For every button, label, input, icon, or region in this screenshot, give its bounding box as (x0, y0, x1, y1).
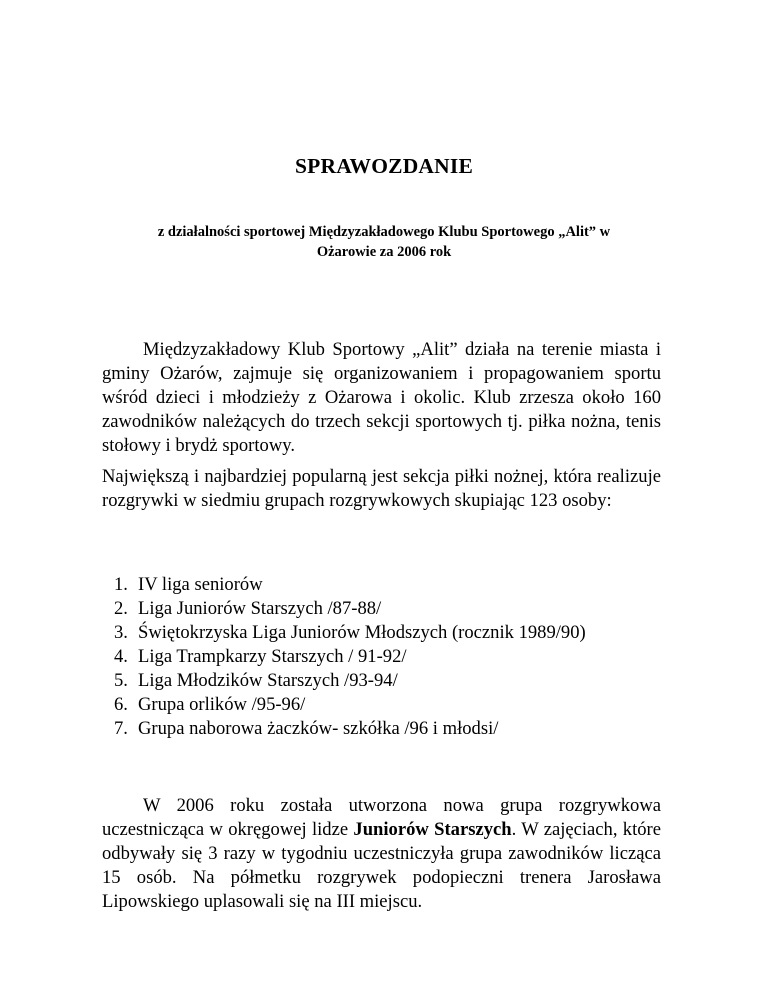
list-item (102, 597, 586, 621)
page-title: SPRAWOZDANIE (294, 154, 473, 178)
list-item-text: Liga Trampkarzy Starszych / 91-92/ (138, 646, 407, 667)
subtitle-line-2: Ożarowie za 2006 rok (316, 244, 452, 260)
list-item-number: 2. (114, 598, 128, 619)
list-item-number: 4. (114, 646, 128, 667)
paragraph3-text-start: W 2006 roku została utworzona nowa grupa rozgrywkowa uczestnicząca w okręgowej lidze (102, 795, 661, 840)
list-item (102, 621, 586, 645)
junior-group-paragraph (102, 794, 661, 914)
list-item-number: 5. (114, 670, 128, 691)
intro-paragraph: Międzyzakładowy Klub Sportowy „Alit” działa na terenie miasta i gminy Ożarów, zajmuje się organizowaniem i propagowaniem sportu wśród dzieci i młodzieży z Ożarowa i okolic. Klub zrzesza około 160 zawodników należących do trzech sekcji sportowych tj. piłka nożna, tenis stołowy i brydż sportowy. (102, 339, 661, 456)
list-item-number: 6. (114, 694, 128, 715)
list-item (102, 693, 586, 717)
list-item-text: IV liga seniorów (138, 574, 263, 595)
list-item-number: 1. (114, 574, 128, 595)
list-item (102, 669, 586, 693)
list-item-text: Grupa orlików /95-96/ (138, 694, 306, 715)
list-item-text: Świętokrzyska Liga Juniorów Młodszych (rocznik 1989/90) (138, 622, 586, 643)
list-item (102, 717, 586, 741)
football-section-paragraph: Największą i najbardziej popularną jest sekcja piłki nożnej, która realizuje rozgrywki w siedmiu grupach rozgrywkowych skupiając 123 osoby: (102, 466, 661, 511)
paragraph3-bold-text: Juniorów Starszych (353, 819, 512, 840)
list-item-number: 7. (114, 718, 128, 739)
league-list (102, 573, 586, 741)
subtitle-line-1: z działalności sportowej Międzyzakładowego Klubu Sportowego „Alit” w (157, 224, 611, 240)
list-item (102, 573, 586, 597)
list-item-number: 3. (114, 622, 128, 643)
list-item-text: Grupa naborowa żaczków- szkółka /96 i młodsi/ (138, 718, 499, 739)
list-item-text: Liga Młodzików Starszych /93-94/ (138, 670, 398, 691)
list-item-text: Liga Juniorów Starszych /87-88/ (138, 598, 382, 619)
list-item (102, 645, 586, 669)
paragraph3-text-end: . W zajęciach, które odbywały się 3 razy w tygodniu uczestniczyła grupa zawodników licząca 15 osób. Na półmetku rozgrywek podopieczni trenera Jarosława Lipowskiego uplasowali się na III miejscu. (102, 819, 661, 912)
document-subtitle (90, 222, 678, 262)
